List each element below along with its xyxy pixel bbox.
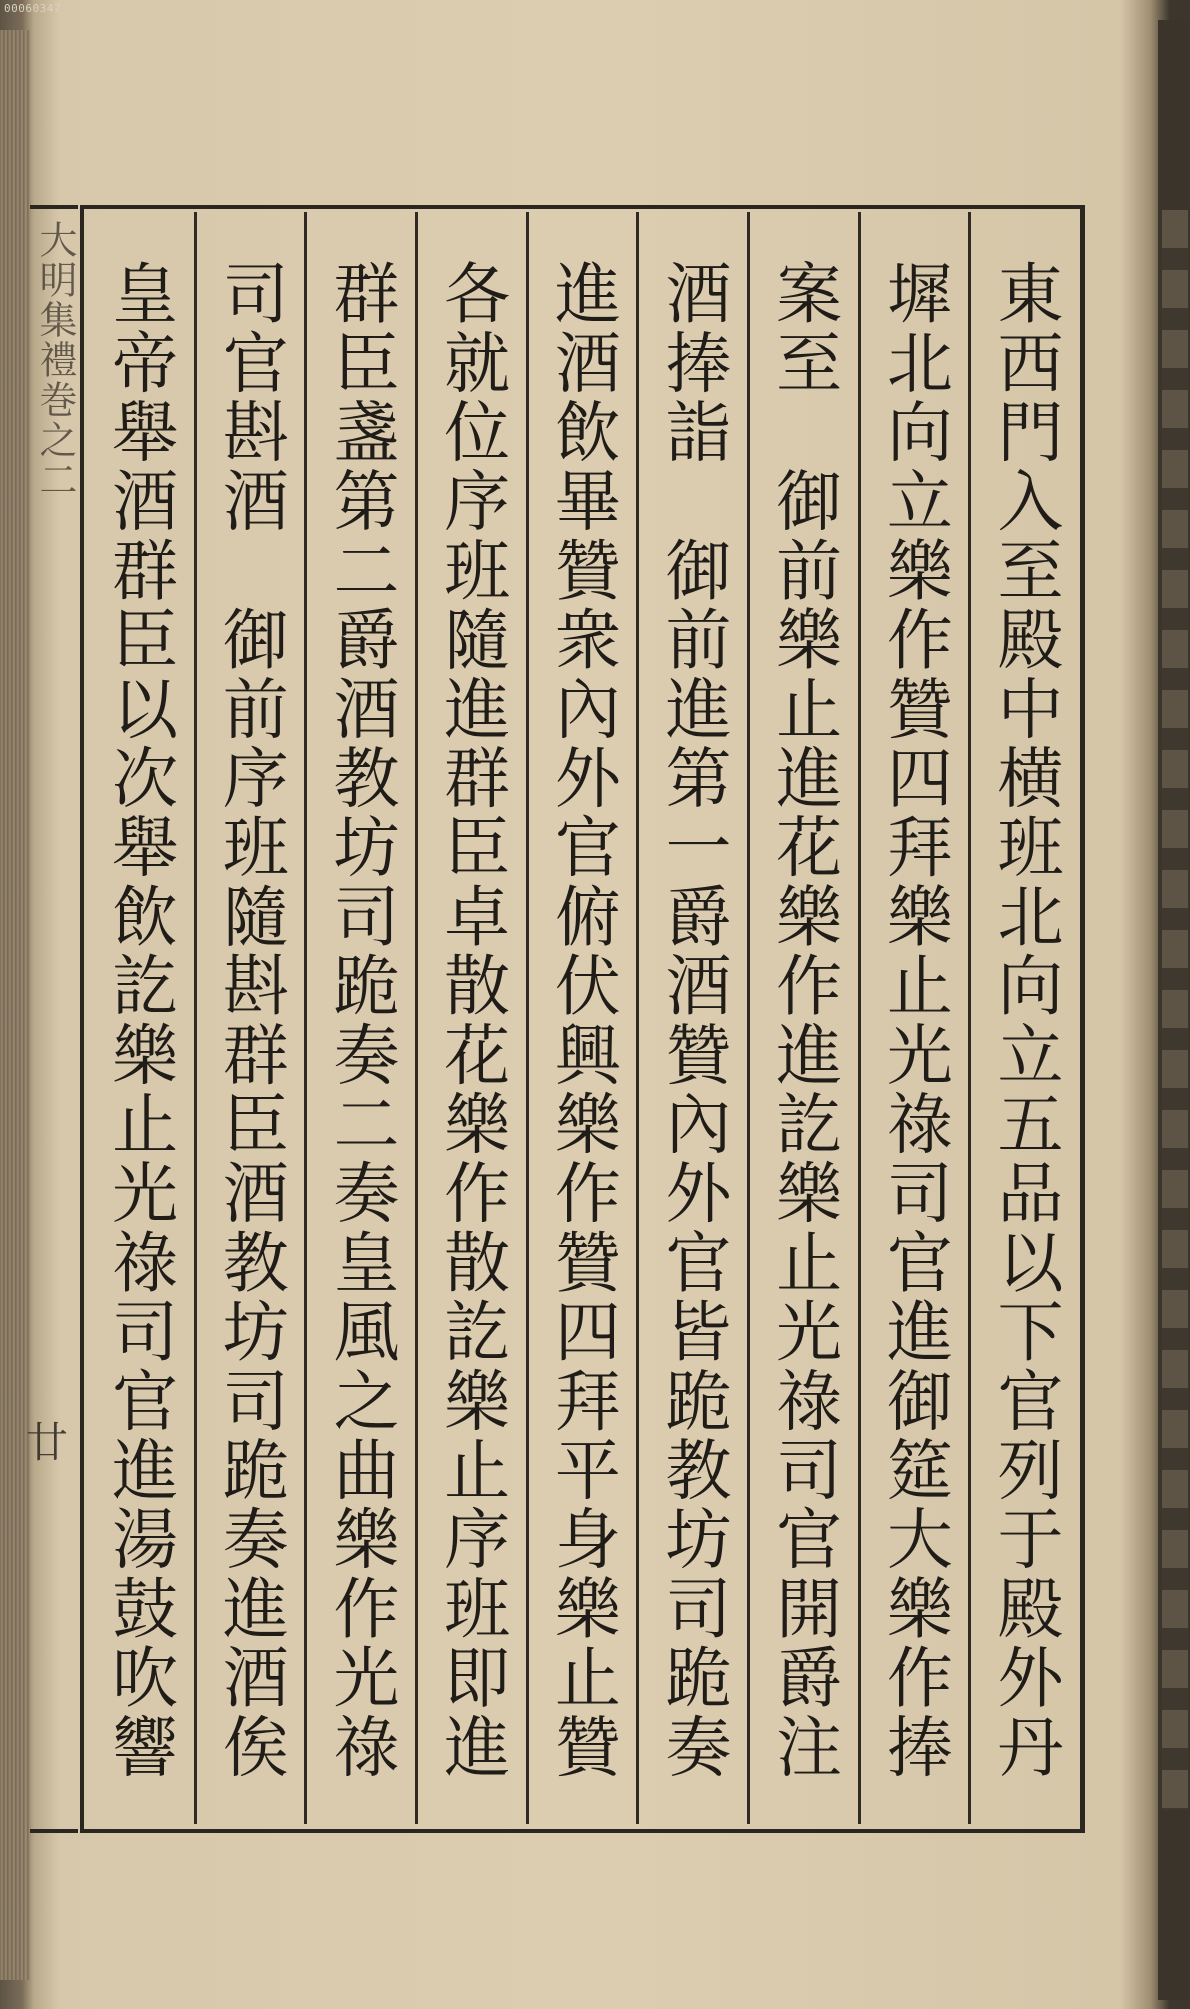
text-column-8: [194, 212, 305, 1824]
text-column-1: [968, 212, 1079, 1824]
column-text: 案至 御前樂止進花樂作進訖樂止光祿司官開爵注: [764, 258, 842, 1782]
column-text: 皇帝舉酒群臣以次舉飲訖樂止光祿司官進湯鼓吹響: [100, 258, 178, 1782]
column-text: 各就位序班隨進群臣卓散花樂作散訖樂止序班即進: [432, 258, 510, 1782]
text-column-3: [747, 212, 858, 1824]
column-text: 群臣盞第二爵酒教坊司跪奏二奏皇風之曲樂作光祿: [321, 258, 399, 1782]
text-column-2: [858, 212, 969, 1824]
text-columns: [86, 212, 1079, 1824]
folio-number: 廿: [20, 1420, 69, 1462]
text-column-5: [526, 212, 637, 1824]
text-column-4: [636, 212, 747, 1824]
column-text: 墀北向立樂作贊四拜樂止光祿司官進御筵大樂作捧: [875, 258, 953, 1782]
text-column-9: [86, 212, 194, 1824]
page-edge-stack: [0, 30, 30, 1980]
column-text: 酒捧詣 御前進第一爵酒贊內外官皆跪教坊司跪奏: [653, 258, 731, 1782]
margin-book-title: 大明集禮巻之二: [33, 220, 77, 500]
text-column-7: [304, 212, 415, 1824]
column-text: 司官斟酒 御前序班隨斟群臣酒教坊司跪奏進酒俟: [211, 258, 289, 1782]
text-column-6: [415, 212, 526, 1824]
facing-page-text-ghost: [1162, 210, 1188, 1810]
column-text: 東西門入至殿中横班北向立五品以下官列于殿外丹: [986, 258, 1063, 1782]
scan-id-label: 00060347: [4, 2, 61, 15]
column-text: 進酒飲畢贊衆內外官俯伏興樂作贊四拜平身樂止贊: [543, 258, 621, 1782]
